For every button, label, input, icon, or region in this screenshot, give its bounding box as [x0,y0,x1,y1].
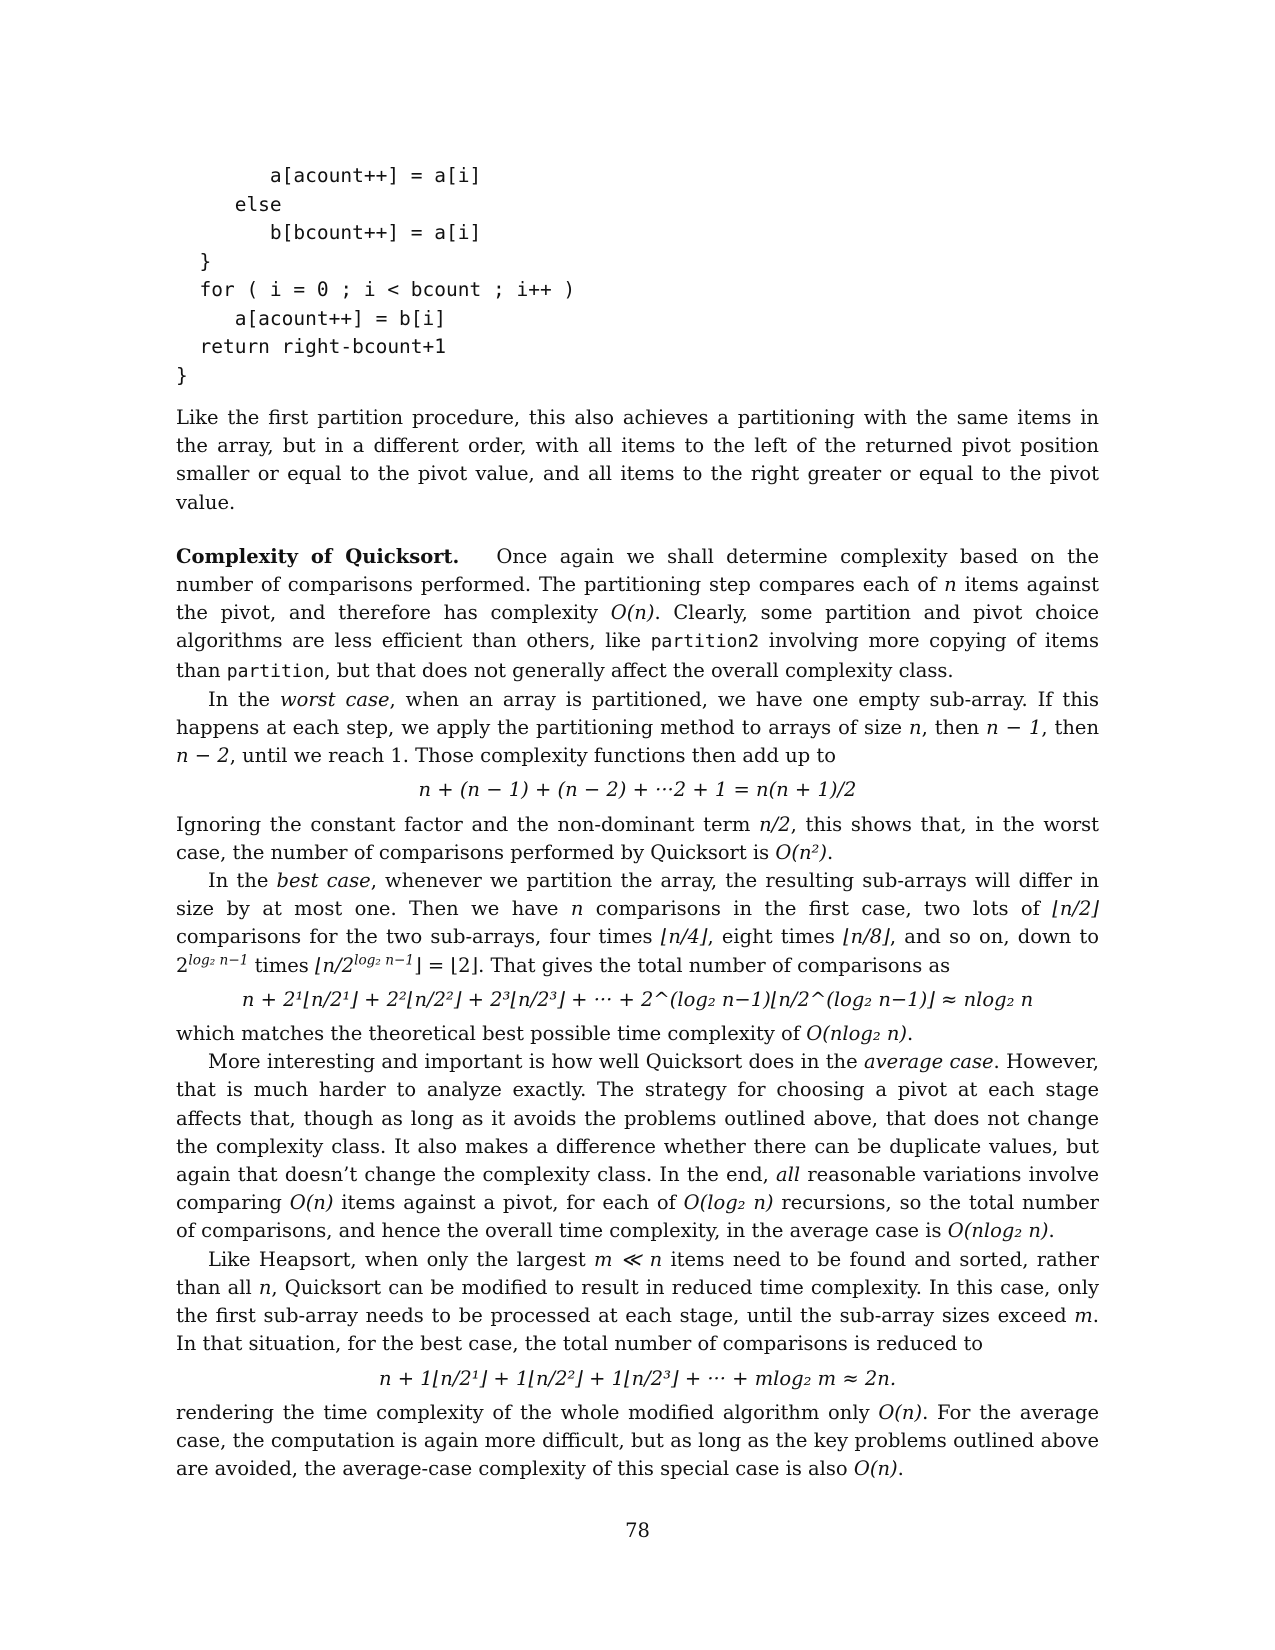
code-line: a[acount++] = a[i] [176,164,482,187]
code-line: b[bcount++] = a[i] [176,221,482,244]
code-line: } [176,363,188,387]
code-line: } [176,249,212,273]
body-text [176,404,1099,1483]
paragraph-worst-conclusion: Ignoring the constant factor and the non-dominant term n/2, this shows that, in the worst case, the number of comparisons performed by Quicksort is O(n²). [176,812,1099,864]
paragraph-worst-case: In the worst case, when an array is partitioned, we have one empty sub-array. If this happens at each step, we apply the partitioning method to arrays of size n, then n − 1, then n − 2, until we reach 1. Those complexity functions then add up to [176,687,1100,768]
section-heading: Complexity of Quicksort. [176,544,460,568]
paragraph-best-conclusion: which matches the theoretical best possible time complexity of O(nlog₂ n). [176,1022,914,1046]
page-number: 78 [625,1519,650,1542]
equation-worst-case: n + (n − 1) + (n − 2) + ···2 + 1 = n(n + 1)/2 [418,778,857,802]
paragraph-heapsort: Like Heapsort, when only the largest m ≪ n items need to be found and sorted, rather than all n, Quicksort can be modified to result in reduced time complexity. In this case, only the first sub-array needs to be processed at each stage, until the sub-array sizes exceed m. In that situation, for the best case, the total number of comparisons is reduced to [176,1247,1100,1356]
code-line: a[acount++] = b[i] [176,306,447,330]
equation-reduced: n + 1⌊n/2¹⌋ + 1⌊n/2²⌋ + 1⌊n/2³⌋ + ··· + mlog₂ m ≈ 2n. [378,1366,897,1390]
paragraph-reduced-conclusion: rendering the time complexity of the whole modified algorithm only O(n). For the average case, the computation is again more difficult, but as long as the key problems outlined above are avoided, the average-case complexity of this special case is also O(n). [176,1400,1099,1481]
code-line: return right-bcount+1 [176,335,447,358]
equation-best-case: n + 2¹⌊n/2¹⌋ + 2²⌊n/2²⌋ + 2³⌊n/2³⌋ + ··· + 2^(log₂ n−1)⌊n/2^(log₂ n−1)⌋ ≈ nlog₂ n [241,987,1034,1011]
code-line: for ( i = 0 ; i < bcount ; i++ ) [176,278,576,301]
paragraph-complexity: Complexity of Quicksort. Once again we shall determine complexity based on the number of comparisons performed. The partitioning step compares each of n items against the pivot, and therefore has complexity O(n). Clearly, some partition and pivot choice algorithms are less efficient than others, like partition2 involving more copying of items than partition, but that does not generally affect the overall complexity class. [176,544,1100,682]
code-line: else [176,192,282,216]
paragraph-partition: Like the first partition procedure, this also achieves a partitioning with the same items in the array, but in a different order, with all items to the left of the returned pivot position smaller or equal to the pivot value, and all items to the right greater or equal to the pivot value. [176,406,1099,514]
paragraph-average-case: More interesting and important is how well Quicksort does in the average case. However, that is much harder to analyze exactly. The strategy for choosing a pivot at each stage affects that, though as long as it avoids the problems outlined above, that does not change the complexity class. It also makes a difference whether there can be duplicate values, but again that doesn’t change the complexity class. In the end, all reasonable variations involve comparing O(n) items against a pivot, for each of O(log₂ n) recursions, so the total number of comparisons, and hence the overall time complexity, in the average case is O(nlog₂ n). [176,1050,1100,1243]
code-block [176,162,575,390]
inline-code: partition [226,660,325,682]
inline-code: partition2 [650,631,760,653]
paragraph-best-case: In the best case, whenever we partition the array, the resulting sub-arrays will differ in size by at most one. Then we have n comparisons in the first case, two lots of ⌊n/2⌋ comparisons for the two sub-arrays, four times ⌊n/4⌋, eight times ⌊n/8⌋, and so on, down to $2^{log_2 n-1}$ times $⌊n/2^{log_2 n-1}⌋$ = ⌊2⌋. That gives the total number of comparisons as [176,869,1100,977]
